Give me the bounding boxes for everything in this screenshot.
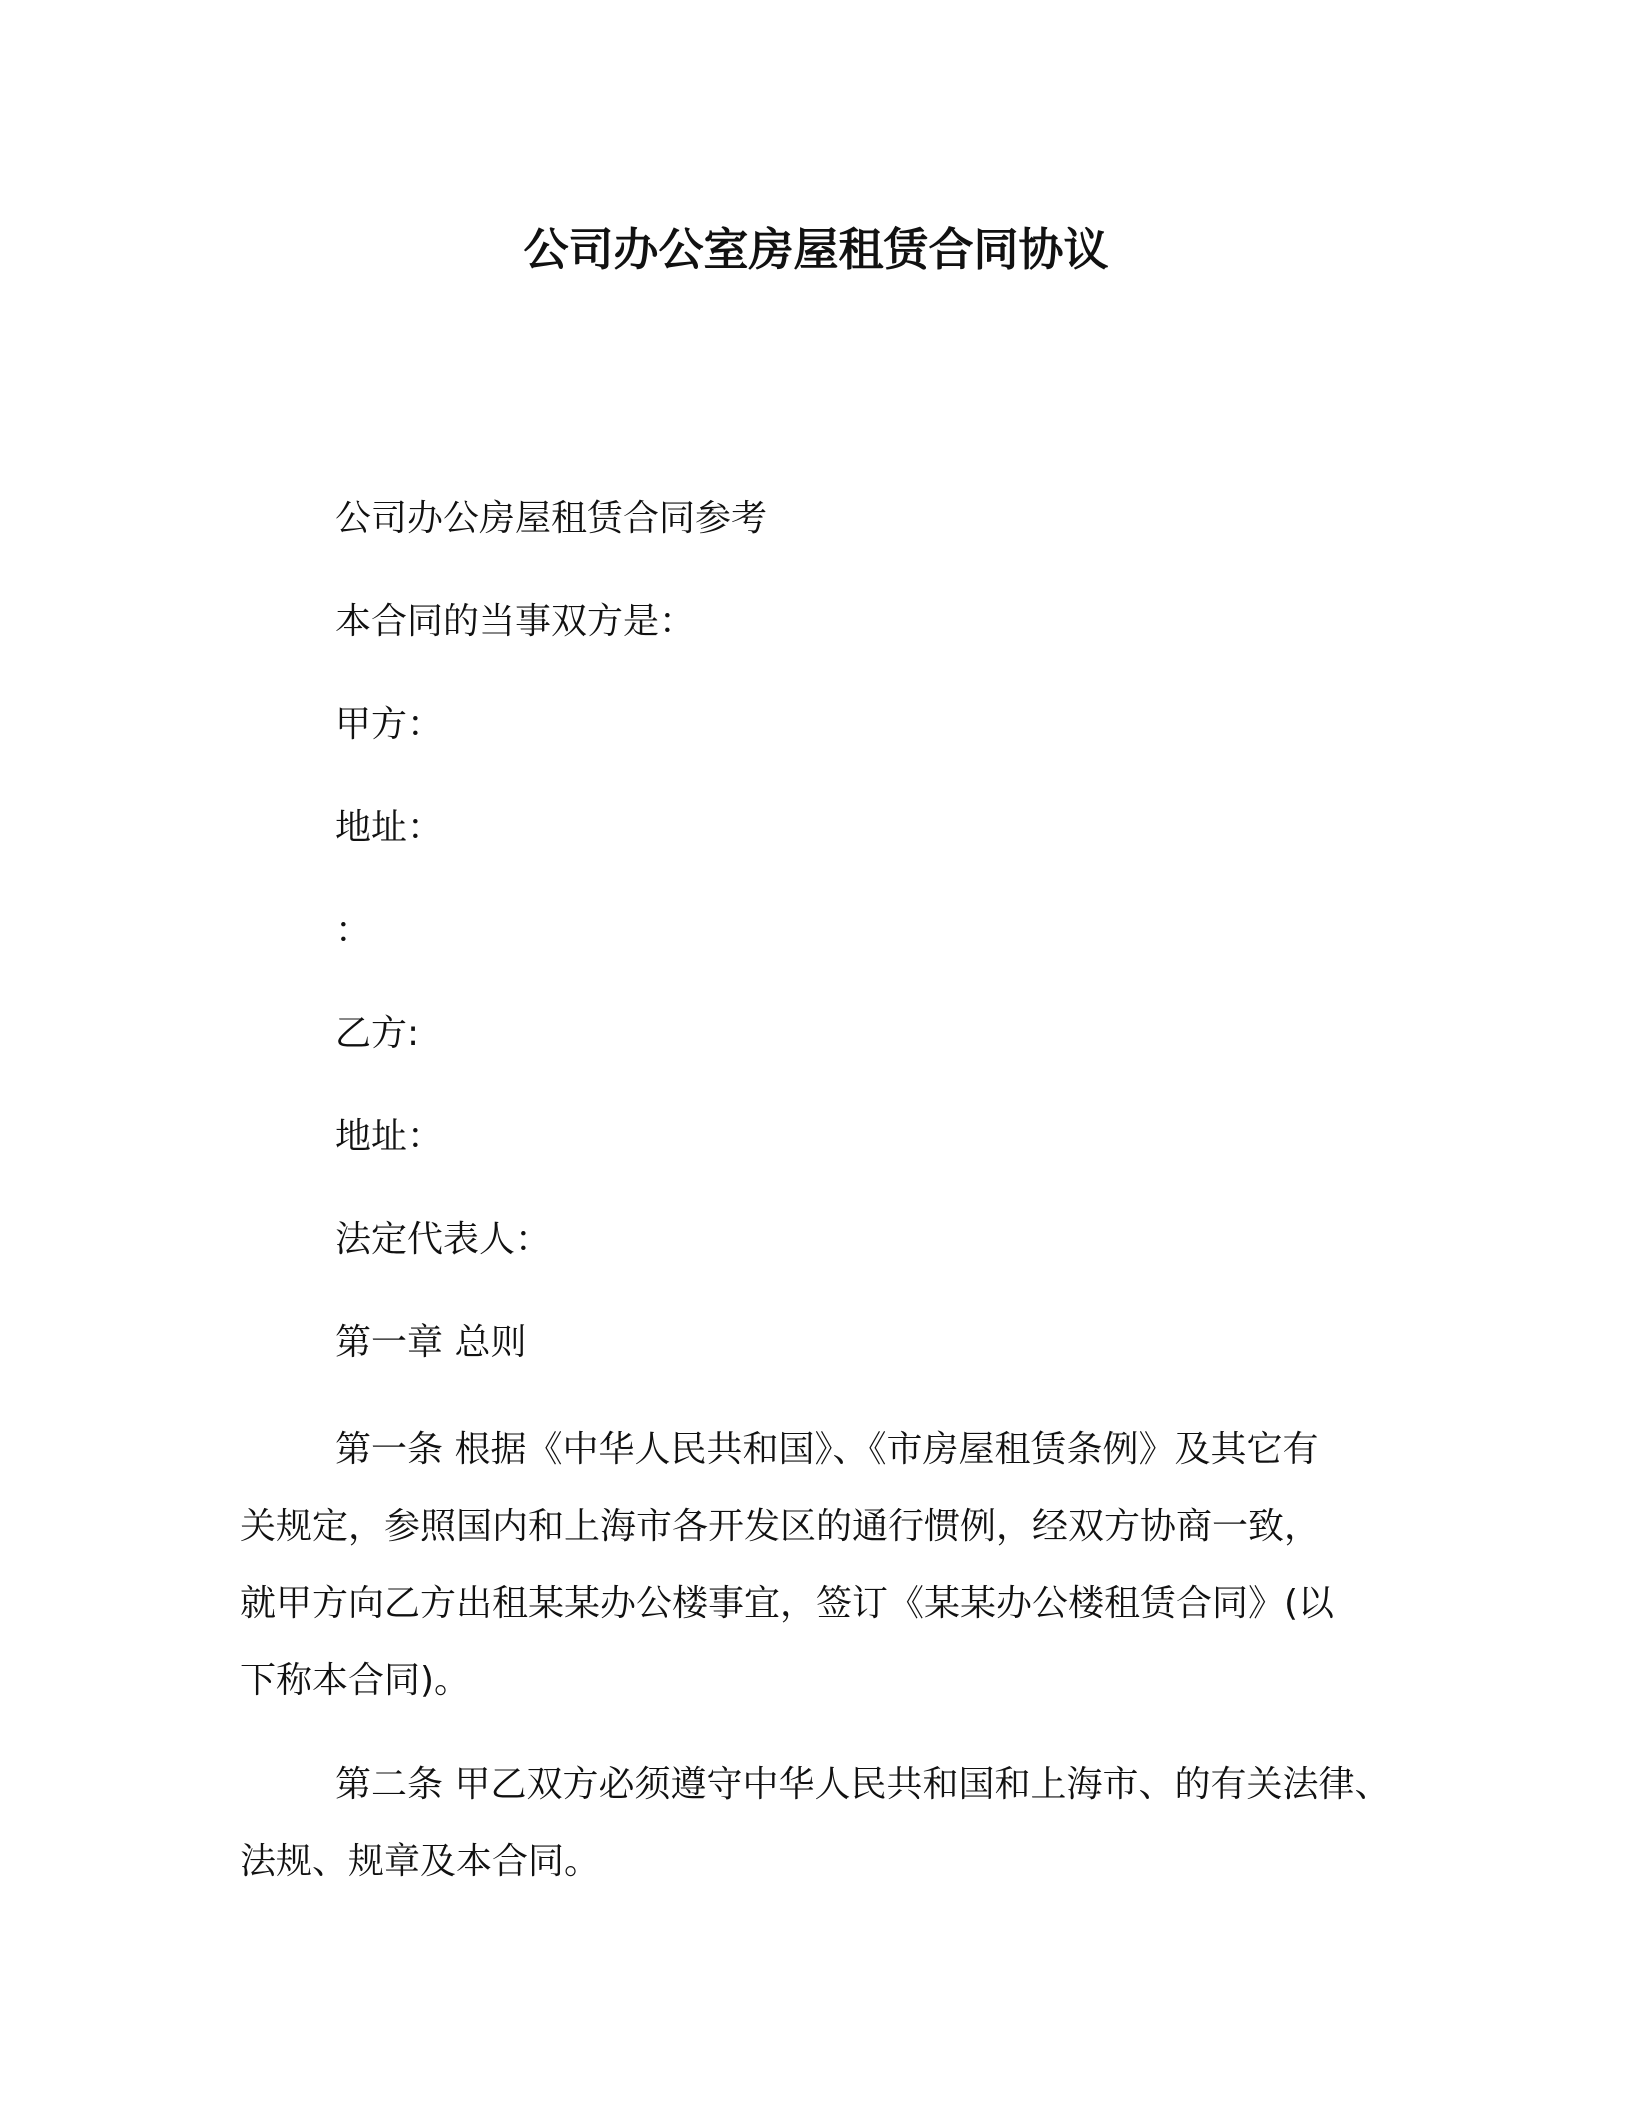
chapter-heading: 第一章 总则 [335,1322,527,1363]
party-b-label: 乙方: [335,1013,420,1054]
subtitle-line: 公司办公房屋租赁合同参考 [335,498,768,539]
article-1-line: 第一条 根据《中华人民共和国》、《市房屋租赁条例》及其它有 [335,1429,1319,1470]
article-2-line: 法规、规章及本合同。 [240,1841,601,1882]
party-b-address-label: 地址： [335,1116,444,1157]
article-1-line: 关规定，参照国内和上海市各开发区的通行惯例，经双方协商一致， [240,1506,1321,1547]
article-1-line: 下称本合同)。 [240,1660,471,1701]
article-2-paragraph [240,1746,1400,1900]
legal-representative-label: 法定代表人： [335,1219,552,1260]
article-2-line: 第二条 甲乙双方必须遵守中华人民共和国和上海市、的有关法律、 [335,1764,1391,1805]
party-a-label: 甲方： [335,704,444,745]
party-a-address-label: 地址： [335,807,444,848]
article-1-paragraph [240,1411,1400,1719]
party-a-blank-field: ： [335,910,372,951]
article-1-line: 就甲方向乙方出租某某办公楼事宜，签订《某某办公楼租赁合同》(以 [240,1583,1335,1624]
parties-intro-line: 本合同的当事双方是： [335,601,696,642]
document-title: 公司办公室房屋租赁合同协议 [523,223,1109,276]
